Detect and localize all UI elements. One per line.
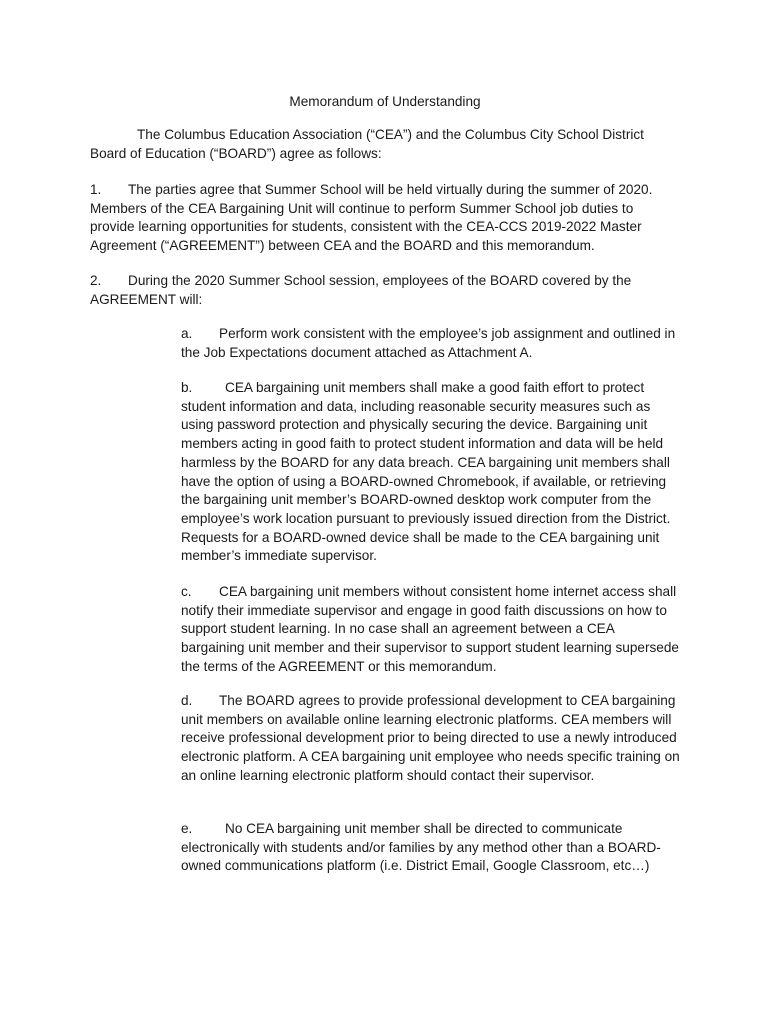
item-b-letter: b. bbox=[181, 380, 193, 395]
item-c-letter: c. bbox=[181, 584, 192, 599]
item-e bbox=[181, 820, 681, 876]
section-2-text: During the 2020 Summer School session, employees of the BOARD covered by the AGREEMENT will: bbox=[90, 273, 632, 307]
item-d-letter: d. bbox=[181, 693, 193, 708]
item-a-letter: a. bbox=[181, 326, 193, 341]
item-b bbox=[181, 379, 681, 566]
section-2-number: 2. bbox=[90, 273, 102, 288]
section-1-number: 1. bbox=[90, 182, 102, 197]
section-1 bbox=[90, 181, 680, 256]
item-c bbox=[181, 583, 681, 677]
item-e-letter: e. bbox=[181, 821, 193, 836]
item-a-text: Perform work consistent with the employee’s job assignment and outlined in the Job Expectations document attached as Attachment A. bbox=[181, 326, 676, 360]
section-2 bbox=[90, 272, 680, 309]
item-a bbox=[181, 325, 681, 362]
item-d-text: The BOARD agrees to provide professional development to CEA bargaining unit members on available online learning electronic platforms. CEA members will receive professional development prior to being directed to use a newly introduced electronic platform. A CEA bargaining unit employee who needs specific training on an online learning electronic platform should contact their supervisor. bbox=[181, 693, 680, 783]
document-title: Memorandum of Understanding bbox=[289, 94, 481, 109]
item-e-text: No CEA bargaining unit member shall be directed to communicate electronically with students and/or families by any method other than a BOARD-owned communications platform (i.e. District Email, Google Classroom, etc…) bbox=[181, 821, 661, 874]
section-1-text: The parties agree that Summer School will be held virtually during the summer of 2020. Members of the CEA Bargaining Unit will continue to perform Summer School job duties to provide learning opportunities for students, consistent with the CEA-CCS 2019-2022 Master Agreement (“AGREEMENT”) between CEA and the BOARD and this memorandum. bbox=[90, 182, 653, 254]
item-c-text: CEA bargaining unit members without consistent home internet access shall notify their immediate supervisor and engage in good faith discussions on how to support student learning. In no case shall an agreement between a CEA bargaining unit member and their supervisor to support student learning supersede the terms of the AGREEMENT or this memorandum. bbox=[181, 584, 679, 674]
intro-paragraph: The Columbus Education Association (“CEA”) and the Columbus City School District Board of Education (“BOARD”) agree as follows: bbox=[90, 127, 644, 161]
item-b-text: CEA bargaining unit members shall make a good faith effort to protect student information and data, including reasonable security measures such as using password protection and physically securing the device. Bargaining unit members acting in good faith to protect student information and data will be held harmless by the BOARD for any data breach. CEA bargaining unit members shall have the option of using a BOARD-owned Chromebook, if available, or retrieving the bargaining unit member’s BOARD-owned desktop work computer from the employee’s work location pursuant to previously issued direction from the District. Requests for a BOARD-owned device shall be made to the CEA bargaining unit member’s immediate supervisor. bbox=[181, 380, 671, 564]
item-d bbox=[181, 692, 681, 786]
